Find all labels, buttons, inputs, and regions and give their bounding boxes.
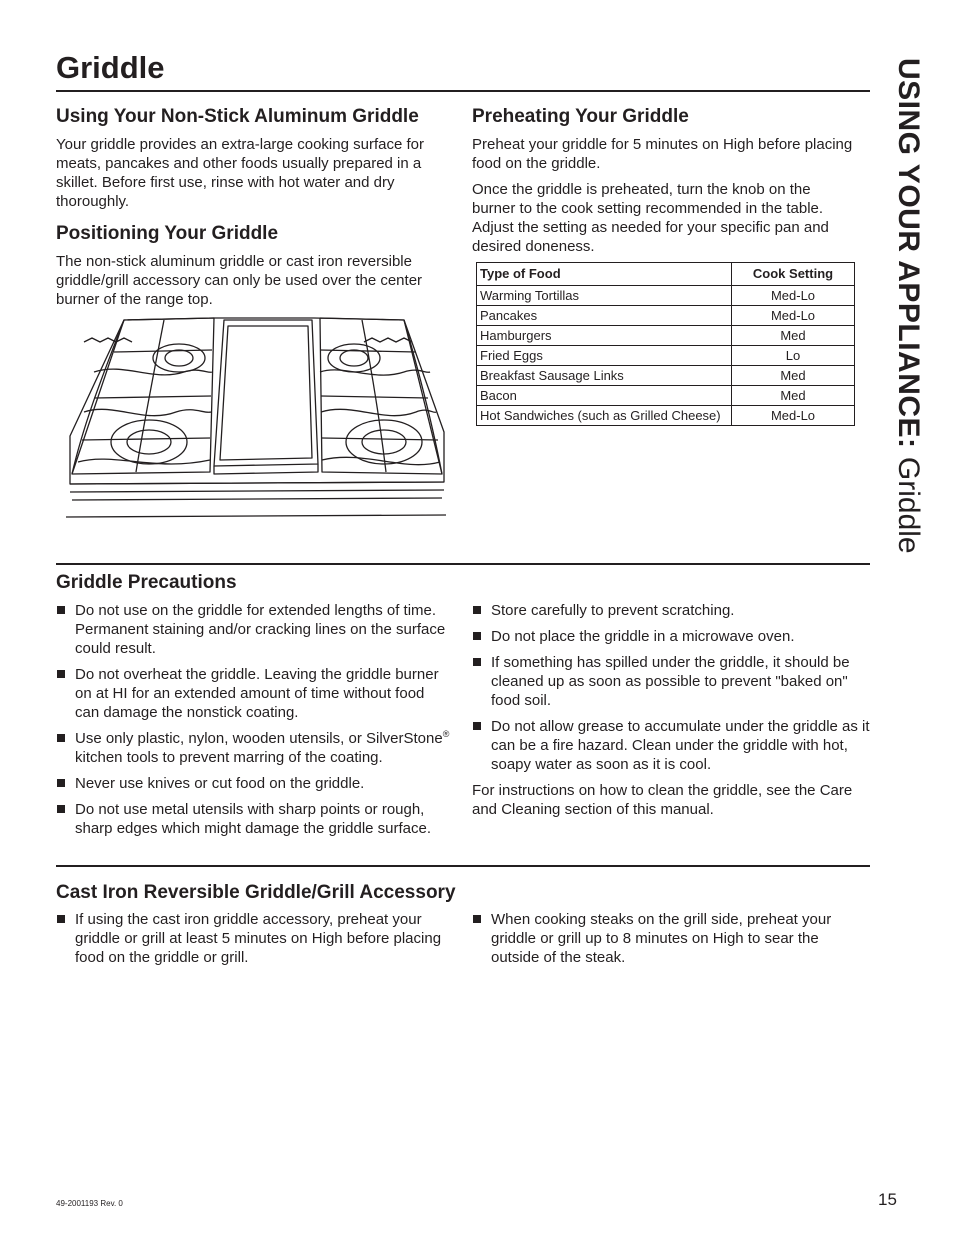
list-item xyxy=(472,910,867,967)
table-header-setting: Cook Setting xyxy=(732,263,855,286)
table-row xyxy=(477,326,855,346)
precautions-rule xyxy=(56,563,870,565)
table-header-row xyxy=(477,263,855,286)
bullet-square-icon xyxy=(473,658,481,666)
bullet-square-icon xyxy=(57,779,65,787)
table-row xyxy=(477,306,855,326)
list-item-text: Do not overheat the griddle. Leaving the griddle burner on at HI for an extended amount of time without food can damage the nonstick coating. xyxy=(75,666,439,721)
list-item xyxy=(56,774,450,793)
registered-mark: ® xyxy=(442,729,450,739)
list-item-text: Never use knives or cut food on the griddle. xyxy=(75,775,365,792)
list-item-text-cont: kitchen tools to prevent marring of the coating. xyxy=(75,749,383,766)
cast-iron-rule xyxy=(56,865,870,867)
table-cell-food: Pancakes xyxy=(477,306,732,326)
side-tab-bold: USING YOUR APPLIANCE: xyxy=(892,58,925,449)
table-row xyxy=(477,386,855,406)
list-item-text: Do not place the griddle in a microwave oven. xyxy=(491,628,795,645)
bullet-square-icon xyxy=(57,734,65,742)
cast-iron-right xyxy=(472,910,867,974)
bullet-square-icon xyxy=(57,670,65,678)
list-item-text: Do not use on the griddle for extended lengths of time. Permanent staining and/or cracking lines on the surface could result. xyxy=(75,602,446,657)
list-item-text: If something has spilled under the griddle, it should be cleaned up as soon as possible to prevent "baked on" food soil. xyxy=(491,654,850,709)
bullet-square-icon xyxy=(57,805,65,813)
table-row xyxy=(477,366,855,386)
title-rule xyxy=(56,90,870,92)
list-item xyxy=(472,717,872,774)
range-griddle-illustration xyxy=(64,312,448,524)
list-item xyxy=(56,665,450,722)
list-item xyxy=(56,729,450,767)
table-cell-food: Warming Tortillas xyxy=(477,286,732,306)
bullet-square-icon xyxy=(473,915,481,923)
page-number: 15 xyxy=(878,1190,897,1209)
table-cell-food: Bacon xyxy=(477,386,732,406)
list-item xyxy=(56,601,450,658)
table-row xyxy=(477,406,855,426)
list-item xyxy=(472,601,872,620)
table-header-food: Type of Food xyxy=(477,263,732,286)
preheating-text-1: Preheat your griddle for 5 minutes on High before placing food on the griddle. xyxy=(472,136,853,172)
table-cell-setting: Med xyxy=(732,366,855,386)
document-code: 49-2001193 Rev. 0 xyxy=(56,1199,123,1208)
list-item-text: Use only plastic, nylon, wooden utensils, or SilverStone xyxy=(75,730,443,747)
list-item-text: When cooking steaks on the grill side, preheat your griddle or grill up to 8 minutes on High to sear the outside of the steak. xyxy=(491,911,832,966)
bullet-square-icon xyxy=(473,722,481,730)
using-text: Your griddle provides an extra-large cooking surface for meats, pancakes and other foods usually prepared in a skillet. Before first use, rinse with hot water and dry thoroughly. xyxy=(56,136,424,210)
bullet-square-icon xyxy=(57,915,65,923)
list-item xyxy=(472,627,872,646)
list-item-text: If using the cast iron griddle accessory, preheat your griddle or grill at least 5 minutes on High before placing food on the griddle or grill. xyxy=(75,911,442,966)
table-cell-setting: Lo xyxy=(732,346,855,366)
bullet-square-icon xyxy=(473,606,481,614)
list-item-text: Do not use metal utensils with sharp points or rough, sharp edges which might damage the griddle surface. xyxy=(75,801,432,837)
table-cell-setting: Med xyxy=(732,326,855,346)
list-item xyxy=(472,653,872,710)
table-cell-setting: Med-Lo xyxy=(732,306,855,326)
cook-settings-table xyxy=(476,262,855,426)
preheating-text-2: Once the griddle is preheated, turn the knob on the burner to the cook setting recommended in the table. Adjust the setting as needed for your specific pan and desired doneness. xyxy=(472,181,829,255)
cleaning-note: For instructions on how to clean the griddle, see the Care and Cleaning section of this manual. xyxy=(472,782,853,818)
side-tab xyxy=(878,58,938,568)
table-cell-setting: Med-Lo xyxy=(732,286,855,306)
list-item-text: Do not allow grease to accumulate under the griddle as it can be a fire hazard. Clean under the griddle with hot, soapy water as soon as it is cool. xyxy=(491,718,870,773)
table-cell-setting: Med xyxy=(732,386,855,406)
positioning-text: The non-stick aluminum griddle or cast iron reversible griddle/grill accessory can only be used over the center burner of the range top. xyxy=(56,253,423,308)
table-cell-food: Hot Sandwiches (such as Grilled Cheese) xyxy=(477,406,732,426)
table-cell-food: Breakfast Sausage Links xyxy=(477,366,732,386)
cast-iron-heading: Cast Iron Reversible Griddle/Grill Accessory xyxy=(56,882,456,903)
table-cell-food: Hamburgers xyxy=(477,326,732,346)
page-title: Griddle xyxy=(56,50,165,85)
bullet-square-icon xyxy=(473,632,481,640)
positioning-heading: Positioning Your Griddle xyxy=(56,223,279,244)
list-item xyxy=(56,910,450,967)
table-row xyxy=(477,346,855,366)
precautions-heading: Griddle Precautions xyxy=(56,572,237,593)
precautions-left xyxy=(56,601,450,845)
preheating-heading: Preheating Your Griddle xyxy=(472,106,689,127)
list-item-text: Store carefully to prevent scratching. xyxy=(491,602,735,619)
table-row xyxy=(477,286,855,306)
table-cell-food: Fried Eggs xyxy=(477,346,732,366)
precautions-right xyxy=(472,601,872,819)
preheating-section xyxy=(472,106,857,256)
side-tab-light: Griddle xyxy=(892,456,925,554)
using-section xyxy=(56,106,451,309)
bullet-square-icon xyxy=(57,606,65,614)
using-heading: Using Your Non-Stick Aluminum Griddle xyxy=(56,106,419,127)
list-item xyxy=(56,800,450,838)
cast-iron-left xyxy=(56,910,450,974)
table-cell-setting: Med-Lo xyxy=(732,406,855,426)
